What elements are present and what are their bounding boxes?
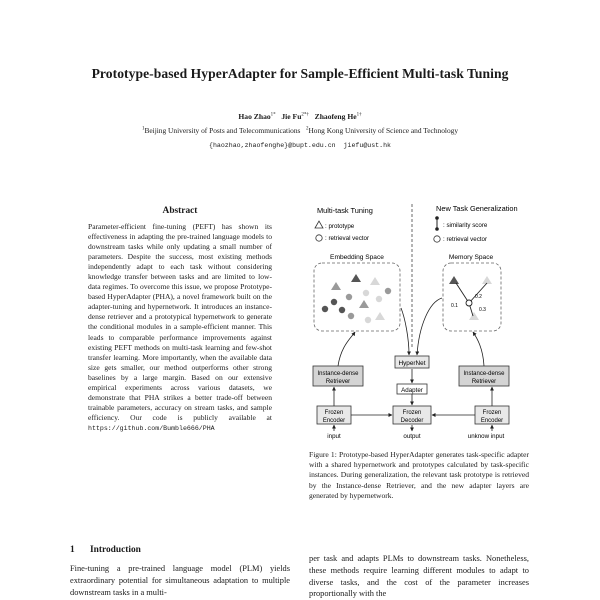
query-marker xyxy=(466,300,472,306)
prototype-legend-icon xyxy=(315,221,323,228)
author-name: Hao Zhao xyxy=(238,112,271,121)
abstract-text: Parameter-efficient fine-tuning (PEFT) has shown its effectiveness in adapting the pre-trained language models to downstream tasks while only updating a small number of parameters. Despite the success, most existing methods independently adapt to each task without considering knowledge transfer between tasks and are limited to low-data regimes. To overcome this issue, we propose Prototype-based HyperAdapter (PHA), a novel framework built on the adapter-tuning and hypernetwork. It introduces an instance-dense retriever and a prototypical hypernetwork to generate the conditional modules in a sample-efficient manner. This leads to comparable performance improvements against existing PEFT methods on multi-task learning and few-shot transfer learning. More importantly, when the available data size gets smaller, our method outperforms other strong baselines by a large margin. Based on our extensive empirical experiments across various datasets, we demonstrate that PHA strikes a better trade-off between trainable parameters, accuracy on stream tasks, and sample efficiency. Our code is publicly available at xyxy=(88,222,272,422)
adapter-label: Adapter xyxy=(401,387,423,394)
prototype-marker xyxy=(370,277,380,285)
author-name: Jie Fu xyxy=(281,112,302,121)
section-title: Introduction xyxy=(90,545,141,555)
retrieval-legend-icon xyxy=(316,235,322,241)
similarity-score: 0.3 xyxy=(479,307,486,313)
right-panel-title: New Task Generalization xyxy=(436,204,518,213)
similarity-score: 0.2 xyxy=(475,294,482,300)
memory-space-box xyxy=(443,263,501,331)
retrieval-marker xyxy=(363,290,369,296)
retrieval-legend-icon-right xyxy=(434,236,440,242)
retrieval-marker xyxy=(376,296,382,302)
embedding-space-label: Embedding Space xyxy=(330,254,384,261)
section-number: 1 xyxy=(70,545,75,555)
encoder-right-label-1: Frozen xyxy=(482,410,502,416)
retrieval-marker xyxy=(346,294,352,300)
email-primary: {haozhao,zhaofenghe}@bupt.edu.cn xyxy=(208,142,336,149)
paper-title: Prototype-based HyperAdapter for Sample-Efficient Multi-task Tuning xyxy=(91,66,509,81)
prototype-marker xyxy=(482,276,492,284)
figure-caption: Figure 1: Prototype-based HyperAdapter generates task-specific adapter with a shared hypernetwork and prototypes calculated by task-specific instances. During generalization, the relevant task prototype is retrieved by the Instance-dense Retriever, and the new adapter layers are generated by hypernetwork. xyxy=(309,450,529,500)
affiliation-name: Hong Kong University of Science and Technology xyxy=(308,126,459,135)
memory-points xyxy=(449,276,492,320)
output-label: output xyxy=(403,433,421,440)
retrieval-marker xyxy=(322,306,328,312)
similarity-legend-dot xyxy=(435,216,439,220)
author-mark: 1† xyxy=(356,112,362,118)
prototype-marker xyxy=(331,282,341,290)
retrieval-marker xyxy=(365,317,371,323)
retriever-right-label-2: Retriever xyxy=(471,379,497,385)
prototype-marker xyxy=(375,312,385,320)
retrieval-marker xyxy=(385,288,391,294)
email-secondary: jiefu@ust.hk xyxy=(343,142,392,149)
similarity-legend-dot xyxy=(435,227,439,231)
arrow xyxy=(473,332,484,366)
encoder-left-label-2: Encoder xyxy=(322,418,346,424)
encoder-left-label-1: Frozen xyxy=(324,410,344,416)
abstract-heading: Abstract xyxy=(162,206,198,216)
code-link[interactable]: https://github.com/Bumble666/PHA xyxy=(88,424,215,432)
abstract-body xyxy=(88,222,272,434)
retrieval-marker xyxy=(348,313,354,319)
arrow xyxy=(338,332,355,366)
encoder-right-label-2: Encoder xyxy=(480,418,504,424)
section-heading xyxy=(70,545,141,555)
input-label: input xyxy=(327,433,341,440)
embedding-space-box xyxy=(314,263,400,331)
author-name: Zhaofeng He xyxy=(314,112,357,121)
intro-paragraph: Fine-tuning a pre-trained language model (PLM) yields extraordinary potential for simultaneous adaptation to multiple downstream tasks in a multi- xyxy=(70,564,290,597)
right-column-paragraph: per task and adapts PLMs to downstream tasks. Nonetheless, these methods require learning different modules to adapt to diverse tasks, and the cost of the parameter increases proportionally with the xyxy=(309,554,529,599)
prototype-marker xyxy=(449,276,459,284)
decoder-label-1: Frozen xyxy=(402,410,422,416)
legend-similarity: : similarity score xyxy=(443,222,488,229)
unknow-input-label: unknow input xyxy=(467,433,505,440)
arrow xyxy=(401,308,409,355)
memory-space-label: Memory Space xyxy=(448,254,494,261)
prototype-marker xyxy=(351,274,361,282)
affiliation-name: Beijing University of Posts and Telecommunications xyxy=(144,126,301,135)
arrow xyxy=(417,298,442,355)
figure-svg xyxy=(305,198,533,444)
author-mark: 2*† xyxy=(301,112,309,118)
retrieval-marker xyxy=(339,307,345,313)
affiliation-list xyxy=(0,126,600,135)
left-panel-title: Multi-task Tuning xyxy=(317,206,373,215)
embedding-points xyxy=(322,274,391,323)
decoder-label-2: Decoder xyxy=(400,418,424,424)
legend-retrieval-right: : retrieval vector xyxy=(443,236,488,243)
prototype-marker xyxy=(469,312,479,320)
retriever-right-label-1: Instance-dense xyxy=(463,371,505,377)
similarity-score: 0.1 xyxy=(451,303,458,309)
prototype-marker xyxy=(359,300,369,308)
author-emails xyxy=(0,142,600,149)
legend-prototype: : prototype xyxy=(325,223,355,230)
similarity-link xyxy=(469,283,487,303)
retriever-left-label-2: Retriever xyxy=(325,379,351,385)
legend-retrieval-left: : retrieval vector xyxy=(325,235,370,242)
similarity-link xyxy=(456,283,469,303)
hypernet-label: HyperNet xyxy=(398,360,426,367)
affiliation-mark: 1 xyxy=(141,126,145,132)
author-list xyxy=(0,112,600,121)
retriever-left-label-1: Instance-dense xyxy=(317,371,359,377)
figure-1-diagram xyxy=(305,198,533,444)
affiliation-mark: 2 xyxy=(305,126,309,132)
author-mark: 1* xyxy=(270,112,276,118)
retrieval-marker xyxy=(331,299,337,305)
